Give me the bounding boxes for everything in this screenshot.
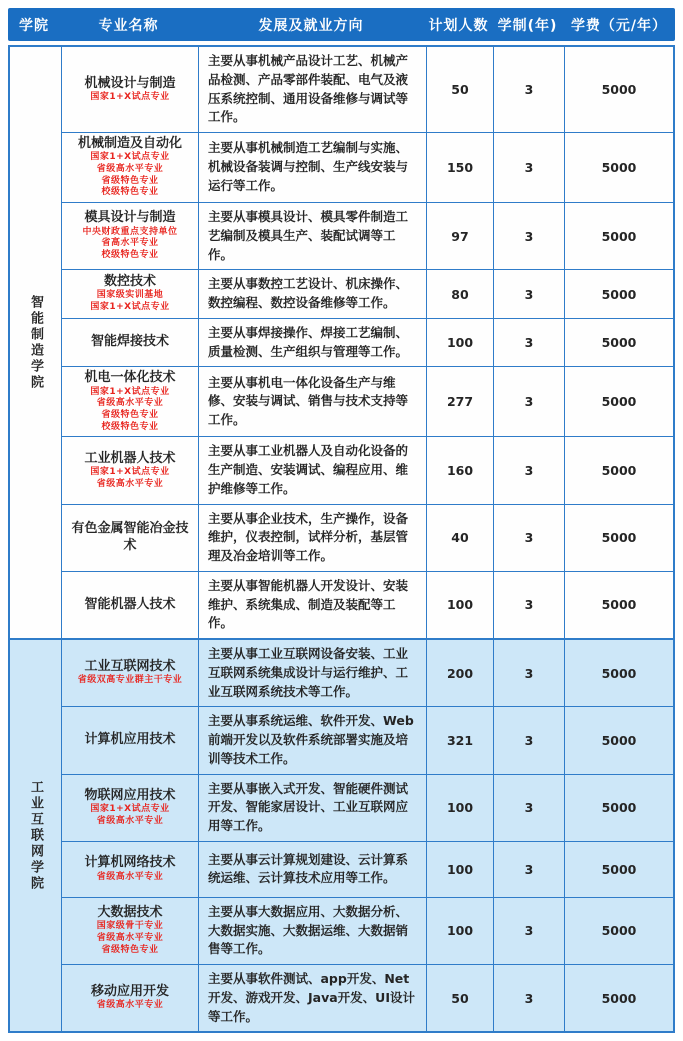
career-description-cell: [199, 572, 427, 638]
major-name: 工业互联网技术: [84, 659, 176, 675]
career-description: 主要从事机电一体化设备生产与维修、安装与调试、销售与技术支持等工作。: [208, 374, 409, 428]
major-name: 计算机应用技术: [84, 732, 176, 748]
planned-count-cell: [427, 203, 494, 269]
planned-count-value: 100: [446, 800, 474, 816]
major-cell: [62, 47, 199, 132]
major-honor-tag: 省级高水平专业: [96, 871, 164, 882]
major-cell: [62, 898, 199, 964]
planned-count-value: 321: [446, 732, 474, 748]
planned-count-value: 277: [446, 394, 474, 410]
duration-cell: [494, 707, 565, 773]
duration-value: 3: [524, 923, 534, 939]
planned-count-cell: [427, 707, 494, 773]
table-row: [62, 841, 673, 897]
major-name: 计算机网络技术: [84, 855, 176, 871]
tuition-value: 5000: [601, 335, 637, 350]
header-career-direction: 发展及就业方向: [258, 17, 364, 34]
planned-count-cell: [427, 437, 494, 503]
career-description: 主要从事智能机器人开发设计、安装维护、系统集成、制造及装配等工作。: [208, 577, 409, 631]
duration-cell: [494, 640, 565, 706]
duration-value: 3: [524, 530, 534, 546]
career-description: 主要从事系统运维、软件开发、Web前端开发以及软件系统部署实施及培训等技术工作。: [208, 713, 414, 766]
major-honor-tag: 校级特色专业: [101, 187, 159, 198]
major-honor-tag: 国家1+X试点专业: [90, 386, 170, 397]
planned-count-cell: [427, 505, 494, 571]
duration-value: 3: [524, 394, 534, 410]
duration-value: 3: [524, 228, 534, 244]
tuition-value: 5000: [601, 462, 637, 478]
tuition-value: 5000: [601, 160, 637, 175]
duration-cell: [494, 842, 565, 897]
tuition-value: 5000: [601, 394, 637, 410]
table-row: [62, 269, 673, 318]
career-description: 主要从事数控工艺设计、机床操作、数控编程、数控设备维修等工作。: [208, 276, 409, 310]
major-cell: [62, 367, 199, 436]
duration-cell: [494, 965, 565, 1031]
table-row: [62, 897, 673, 964]
major-honor-tag: 省高水平专业: [101, 238, 159, 249]
major-cell: [62, 965, 199, 1031]
table-row: [62, 706, 673, 773]
table-body: [8, 45, 675, 1033]
planned-count-cell: [427, 965, 494, 1031]
duration-cell: [494, 47, 565, 132]
table-row: [62, 571, 673, 638]
career-description-cell: [199, 707, 427, 773]
major-name: 智能焊接技术: [90, 334, 169, 350]
career-description: 主要从事云计算规划建设、云计算系统运维、云计算技术应用等工作。: [208, 851, 409, 886]
planned-count-cell: [427, 367, 494, 436]
major-name: 智能机器人技术: [84, 596, 176, 612]
tuition-value: 5000: [601, 82, 637, 97]
major-cell: [62, 505, 199, 571]
career-description: 主要从事机械产品设计工艺、机械产品检测、产品零部件装配、电气及液压系统控制、通用设备维修与调试等工作。: [208, 53, 409, 125]
major-honor-tag: 国家1+X试点专业: [90, 91, 170, 102]
major-name: 移动应用开发: [90, 984, 169, 1000]
career-description-cell: [199, 133, 427, 202]
planned-count-cell: [427, 775, 494, 841]
duration-cell: [494, 319, 565, 367]
career-description-cell: [199, 898, 427, 964]
major-cell: [62, 133, 199, 202]
tuition-cell: [565, 367, 673, 436]
career-description: 主要从事机械制造工艺编制与实施、机械设备装调与控制、生产线安装与运行等工作。: [208, 140, 409, 193]
major-name: 机电一体化技术: [84, 370, 176, 386]
college-name: 智能制造学院: [28, 294, 43, 391]
table-row: [62, 436, 673, 503]
table-row: [62, 202, 673, 269]
major-honor-tag: 省级特色专业: [101, 175, 159, 186]
table-header-row: [8, 8, 675, 41]
career-description: 主要从事工业互联网设备安装、工业互联网系统集成设计与运行维护、工业互联网系统技术等工作。: [208, 646, 409, 699]
tuition-cell: [565, 319, 673, 367]
planned-count-value: 100: [446, 923, 474, 939]
college-cell: [10, 47, 62, 638]
major-cell: [62, 842, 199, 897]
career-description-cell: [199, 965, 427, 1031]
planned-count-cell: [427, 47, 494, 132]
planned-count-cell: [427, 270, 494, 318]
tuition-cell: [565, 505, 673, 571]
planned-count-cell: [427, 898, 494, 964]
major-cell: [62, 203, 199, 269]
tuition-value: 5000: [601, 990, 637, 1006]
planned-count-value: 40: [451, 530, 469, 546]
duration-value: 3: [524, 800, 534, 816]
major-honor-tag: 省级特色专业: [101, 409, 159, 420]
header-college: 学院: [19, 17, 49, 34]
major-cell: [62, 270, 199, 318]
career-description-cell: [199, 203, 427, 269]
planned-count-cell: [427, 133, 494, 202]
major-honor-tag: 中央财政重点支持单位: [82, 226, 178, 237]
table-row: [62, 964, 673, 1031]
duration-cell: [494, 437, 565, 503]
duration-value: 3: [524, 665, 534, 681]
header-tuition: 学费（元/年）: [570, 17, 668, 34]
header-duration-years: 学制(年): [497, 17, 558, 34]
major-honor-tag: 国家1+X试点专业: [90, 152, 170, 163]
tuition-cell: [565, 898, 673, 964]
tuition-cell: [565, 965, 673, 1031]
table-row: [62, 774, 673, 841]
major-cell: [62, 640, 199, 706]
planned-count-cell: [427, 640, 494, 706]
tuition-value: 5000: [601, 228, 637, 244]
tuition-value: 5000: [601, 530, 637, 546]
major-honor-tag: 省级高水平专业: [96, 398, 164, 409]
major-honor-tag: 省级高水平专业: [96, 933, 164, 944]
career-description-cell: [199, 437, 427, 503]
major-honor-tag: 国家级骨干专业: [96, 921, 164, 932]
career-description-cell: [199, 47, 427, 132]
tuition-cell: [565, 270, 673, 318]
duration-value: 3: [524, 732, 534, 748]
planned-count-value: 50: [451, 82, 469, 97]
tuition-cell: [565, 842, 673, 897]
major-cell: [62, 775, 199, 841]
duration-value: 3: [524, 861, 534, 877]
duration-value: 3: [524, 990, 534, 1006]
major-honor-tag: 国家1+X试点专业: [90, 466, 170, 477]
career-description: 主要从事软件测试、app开发、Net开发、游戏开发、Java开发、UI设计等工作。: [208, 971, 415, 1024]
major-honor-tag: 省级特色专业: [101, 944, 159, 955]
major-honor-tag: 国家级实训基地: [96, 290, 164, 301]
tuition-value: 5000: [601, 923, 637, 939]
duration-value: 3: [524, 462, 534, 478]
college-name: 工业互联网学院: [28, 779, 43, 892]
career-description-cell: [199, 640, 427, 706]
career-description-cell: [199, 775, 427, 841]
planned-count-value: 80: [451, 286, 469, 302]
tuition-cell: [565, 203, 673, 269]
major-honor-tag: 校级特色专业: [101, 250, 159, 261]
career-description-cell: [199, 505, 427, 571]
major-honor-tag: 省级双高专业群主干专业: [77, 675, 183, 686]
tuition-cell: [565, 775, 673, 841]
duration-cell: [494, 367, 565, 436]
career-description: 主要从事大数据应用、大数据分析、大数据实施、大数据运维、大数据销售等工作。: [208, 903, 409, 957]
tuition-value: 5000: [601, 286, 637, 302]
major-cell: [62, 319, 199, 367]
tuition-cell: [565, 707, 673, 773]
major-name: 机械设计与制造: [84, 75, 176, 91]
duration-cell: [494, 572, 565, 638]
tuition-value: 5000: [601, 597, 637, 613]
tuition-value: 5000: [601, 861, 637, 877]
duration-value: 3: [524, 160, 534, 175]
planned-count-cell: [427, 319, 494, 367]
tuition-cell: [565, 437, 673, 503]
major-name: 物联网应用技术: [84, 787, 176, 803]
major-name: 有色金属智能冶金技术: [71, 521, 189, 553]
duration-value: 3: [524, 82, 534, 97]
major-honor-tag: 省级高水平专业: [96, 815, 164, 826]
planned-count-value: 50: [451, 990, 469, 1006]
major-cell: [62, 707, 199, 773]
career-description: 主要从事焊接操作、焊接工艺编制、质量检测、生产组织与管理等工作。: [208, 324, 409, 359]
planned-count-cell: [427, 842, 494, 897]
career-description-cell: [199, 367, 427, 436]
header-major-name: 专业名称: [98, 17, 159, 34]
duration-cell: [494, 203, 565, 269]
career-description: 主要从事工业机器人及自动化设备的生产制造、安装调试、编程应用、维护维修等工作。: [208, 443, 409, 496]
major-name: 模具设计与制造: [84, 210, 176, 226]
planned-count-cell: [427, 572, 494, 638]
major-honor-tag: 省级高水平专业: [96, 1000, 164, 1011]
duration-cell: [494, 505, 565, 571]
tuition-value: 5000: [601, 800, 637, 816]
tuition-value: 5000: [601, 732, 637, 748]
duration-value: 3: [524, 597, 534, 613]
major-honor-tag: 国家1+X试点专业: [90, 302, 170, 313]
duration-cell: [494, 270, 565, 318]
major-cell: [62, 437, 199, 503]
major-honor-tag: 国家1+X试点专业: [90, 804, 170, 815]
planned-count-value: 160: [446, 462, 474, 478]
enrollment-plan-table: [8, 8, 675, 1033]
planned-count-value: 150: [446, 160, 474, 175]
college-cell: [10, 640, 62, 1031]
table-row: [62, 504, 673, 571]
career-description-cell: [199, 842, 427, 897]
career-description: 主要从事企业技术，生产操作，设备维护，仪表控制，试样分析，基层管理及冶金培训等工作。: [208, 510, 409, 563]
planned-count-value: 100: [446, 597, 474, 613]
duration-value: 3: [524, 335, 534, 350]
table-row: [62, 366, 673, 436]
major-name: 数控技术: [103, 274, 156, 290]
duration-cell: [494, 775, 565, 841]
tuition-value: 5000: [601, 665, 637, 681]
tuition-cell: [565, 47, 673, 132]
tuition-cell: [565, 640, 673, 706]
section-rows: [62, 47, 673, 638]
major-name: 机械制造及自动化: [77, 136, 182, 151]
major-cell: [62, 572, 199, 638]
career-description-cell: [199, 319, 427, 367]
duration-cell: [494, 898, 565, 964]
duration-value: 3: [524, 286, 534, 302]
college-section: [10, 638, 673, 1031]
tuition-cell: [565, 133, 673, 202]
table-row: [62, 640, 673, 706]
section-rows: [62, 640, 673, 1031]
table-row: [62, 47, 673, 132]
planned-count-value: 97: [451, 228, 469, 244]
table-row: [62, 132, 673, 202]
major-honor-tag: 校级特色专业: [101, 421, 159, 432]
planned-count-value: 200: [446, 665, 474, 681]
career-description: 主要从事模具设计、模具零件制造工艺编制及模具生产、装配试调等工作。: [208, 209, 409, 262]
table-row: [62, 318, 673, 367]
major-honor-tag: 省级高水平专业: [96, 163, 164, 174]
duration-cell: [494, 133, 565, 202]
planned-count-value: 100: [446, 861, 474, 877]
header-planned-count: 计划人数: [428, 17, 489, 34]
college-section: [10, 47, 673, 638]
planned-count-value: 100: [446, 335, 474, 350]
tuition-cell: [565, 572, 673, 638]
career-description: 主要从事嵌入式开发、智能硬件测试开发、智能家居设计、工业互联网应用等工作。: [208, 780, 409, 833]
major-honor-tag: 省级高水平专业: [96, 478, 164, 489]
major-name: 大数据技术: [97, 905, 163, 921]
career-description-cell: [199, 270, 427, 318]
major-name: 工业机器人技术: [84, 450, 176, 466]
